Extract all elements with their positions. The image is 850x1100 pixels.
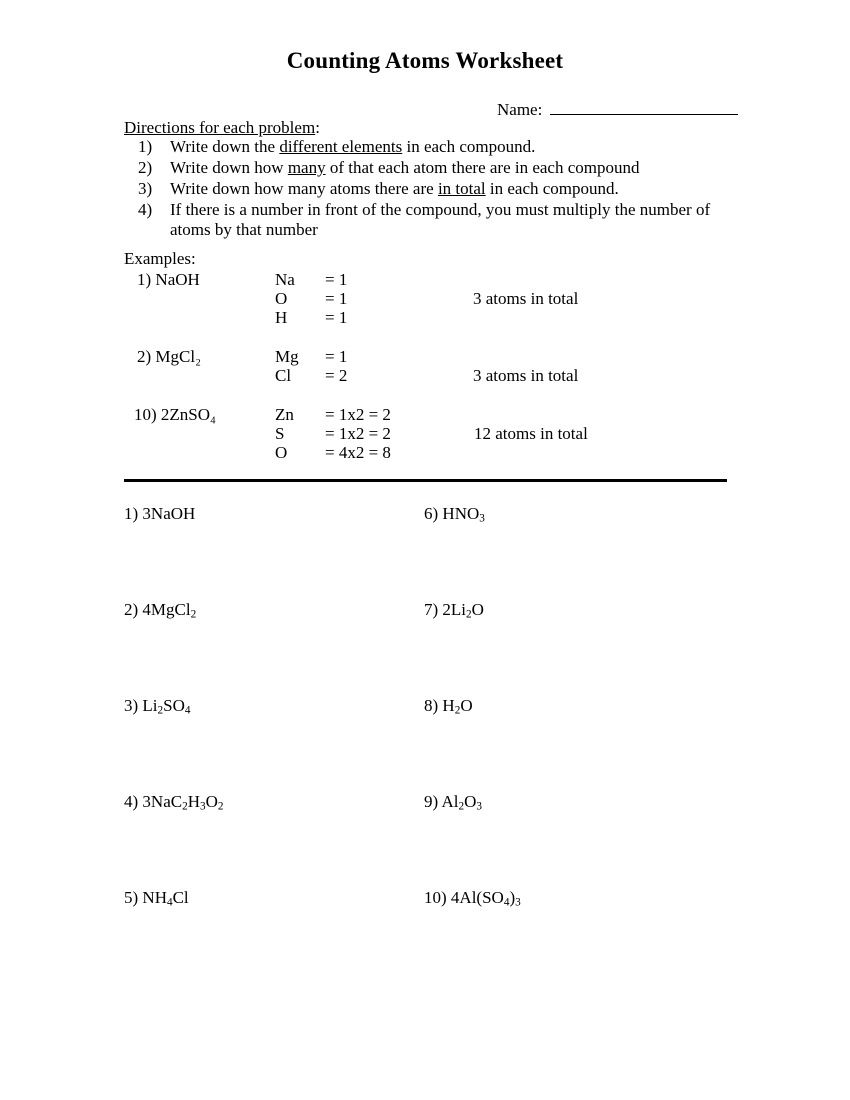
problem-formula: $HNO_3$ — [442, 504, 485, 525]
examples-section — [0, 270, 850, 482]
problem-formula: $Al_2O_3$ — [441, 792, 482, 813]
problem-item — [124, 504, 195, 524]
example-rows — [275, 270, 347, 327]
example-element-symbol: O — [275, 443, 288, 462]
problem-number: 9) — [424, 792, 439, 811]
problem-number: 2) — [124, 600, 139, 619]
example-element-symbol: H — [275, 308, 288, 327]
page-title: Counting Atoms Worksheet — [286, 48, 564, 73]
example-element-symbol: Mg — [275, 347, 299, 366]
example-element-count: = 1 — [325, 289, 348, 308]
example-element-count: = 2 — [325, 366, 348, 385]
example-compound-label: 1) NaOH — [137, 270, 200, 289]
example-total-atoms: 3 atoms in total — [473, 289, 579, 308]
example-row — [275, 443, 391, 462]
direction-text-plain: Write down how many atoms there are — [170, 179, 438, 198]
problem-formula: $3NaC_2H_3O_2$ — [142, 792, 224, 813]
example-element-symbol: Cl — [275, 366, 292, 385]
example-element-count: = 1 — [325, 270, 348, 289]
example-block — [0, 347, 850, 405]
direction-text-emphasis: different elements — [279, 137, 403, 156]
direction-number: 3) — [138, 179, 153, 198]
direction-text-plain: If there is a number in front of the compound, you must multiply the number of atoms by that number — [170, 200, 711, 239]
example-rows — [275, 347, 347, 385]
name-field-row — [497, 99, 738, 120]
problem-item — [424, 504, 485, 524]
directions-heading-suffix: : — [315, 118, 320, 137]
problem-number: 3) — [124, 696, 139, 715]
example-element-count: = 1 — [325, 308, 348, 327]
direction-text — [170, 200, 710, 239]
problem-item — [424, 600, 484, 620]
direction-text-emphasis: many — [287, 158, 326, 177]
direction-text-emphasis: in total — [437, 179, 486, 198]
problem-item — [424, 792, 482, 812]
example-total-atoms: 12 atoms in total — [474, 424, 588, 443]
example-row — [275, 366, 347, 385]
problem-formula: 4MgCl$_2$ — [142, 600, 197, 621]
examples-heading: Examples: — [124, 249, 196, 268]
example-element-count: = 1 — [325, 347, 348, 366]
example-row — [275, 308, 347, 327]
problem-formula: $Li_2SO_4$ — [142, 696, 191, 717]
problem-formula: $4Al(SO_4)_3$ — [450, 888, 521, 909]
direction-item — [124, 200, 734, 240]
problem-formula: 3NaOH — [142, 504, 196, 523]
direction-item — [124, 137, 734, 157]
direction-text — [170, 179, 619, 198]
problem-item — [424, 888, 521, 908]
directions-heading — [124, 118, 320, 138]
direction-number: 4) — [138, 200, 153, 219]
example-element-count: = 4x2 = 8 — [325, 443, 391, 462]
problem-formula: $NH_4Cl$ — [142, 888, 189, 909]
problem-item — [124, 696, 190, 716]
direction-text-plain: in each compound. — [485, 179, 619, 198]
example-row — [275, 289, 347, 308]
example-row — [275, 270, 347, 289]
example-compound-label: 10) 2ZnSO₄ — [134, 405, 216, 424]
problem-number: 5) — [124, 888, 139, 907]
example-element-symbol: O — [275, 289, 288, 308]
problem-formula: $2Li_2O$ — [442, 600, 484, 621]
direction-item — [124, 158, 734, 178]
problem-item — [124, 600, 196, 620]
problem-formula: $H_2O$ — [442, 696, 473, 717]
example-rows — [275, 405, 391, 462]
direction-text-plain: Write down how — [170, 158, 288, 177]
example-row — [275, 424, 391, 443]
example-element-symbol: Zn — [275, 405, 294, 424]
directions-heading-underlined: Directions for each problem — [124, 118, 316, 137]
direction-text-plain: in each compound. — [402, 137, 536, 156]
directions-list — [124, 137, 734, 241]
name-input-blank[interactable] — [550, 99, 738, 115]
section-divider — [124, 479, 727, 482]
direction-text-plain: Write down the — [170, 137, 280, 156]
problem-item — [424, 696, 473, 716]
example-block — [0, 270, 850, 347]
problem-number: 7) — [424, 600, 439, 619]
example-block — [0, 405, 850, 482]
example-element-count: = 1x2 = 2 — [325, 424, 391, 443]
example-row — [275, 405, 391, 424]
problem-number: 10) — [424, 888, 447, 907]
problem-number: 8) — [424, 696, 439, 715]
direction-number: 2) — [138, 158, 153, 177]
problem-number: 1) — [124, 504, 139, 523]
example-element-symbol: Na — [275, 270, 295, 289]
example-total-atoms: 3 atoms in total — [473, 366, 579, 385]
example-compound-label: 2) MgCl₂ — [137, 347, 202, 366]
problem-number: 4) — [124, 792, 139, 811]
example-row — [275, 347, 347, 366]
example-element-symbol: S — [275, 424, 285, 443]
direction-text — [170, 158, 640, 177]
direction-text — [170, 137, 535, 156]
problem-item — [124, 792, 223, 812]
direction-item — [124, 179, 734, 199]
problem-number: 6) — [424, 504, 439, 523]
direction-text-plain: of that each atom there are in each compound — [325, 158, 640, 177]
example-element-count: = 1x2 = 2 — [325, 405, 391, 424]
direction-number: 1) — [138, 137, 153, 156]
name-field-label: Name: — [497, 100, 543, 119]
problem-item — [124, 888, 189, 908]
